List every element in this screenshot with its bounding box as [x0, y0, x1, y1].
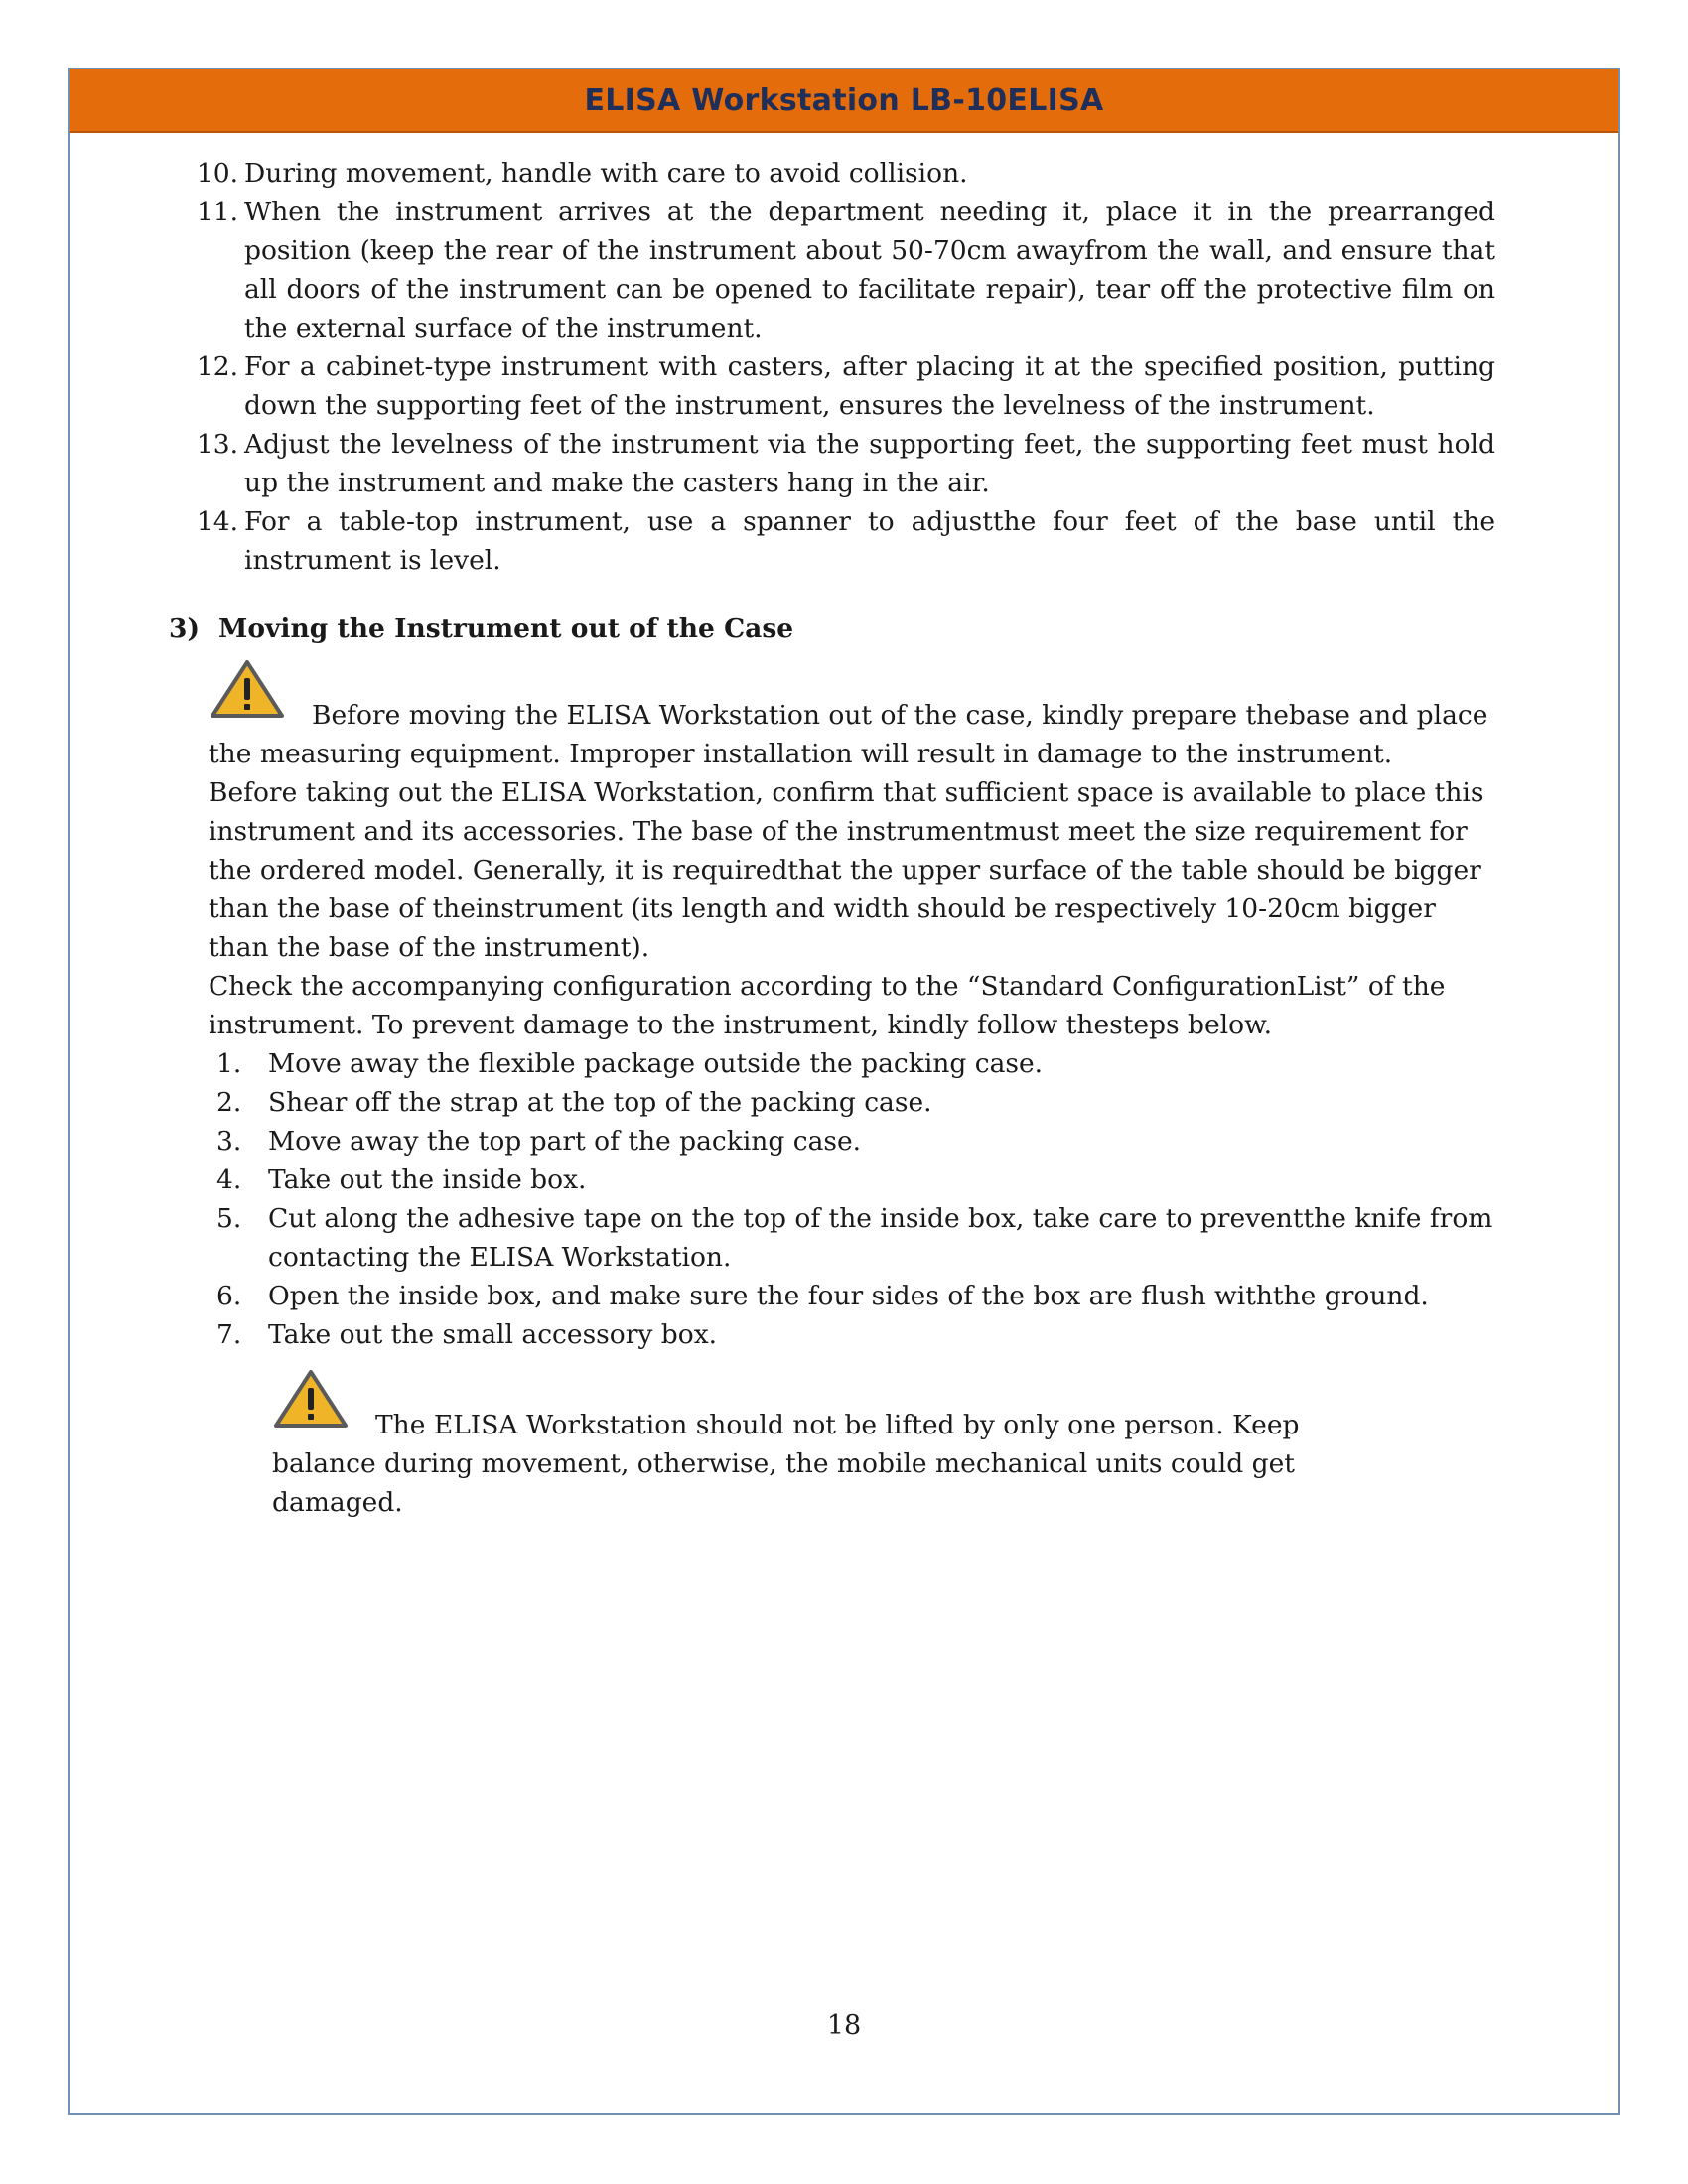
- list-item: 4. Take out the inside box.: [216, 1164, 587, 1195]
- list-item: 3. Move away the top part of the packing case.: [216, 1126, 862, 1157]
- section-title: Moving the Instrument out of the Case: [218, 614, 794, 644]
- warning-triangle-icon: [209, 658, 286, 731]
- paragraph-configuration-check: Check the accompanying configuration according to the “Standard ConfigurationList” of the instrument. To prevent damage to the instrument, kindly follow thesteps below.: [209, 971, 1446, 1040]
- section-heading: [169, 610, 1495, 648]
- warning-triangle-icon: [272, 1368, 350, 1440]
- list-item: 10. During movement, handle with care to avoid collision.: [196, 158, 968, 189]
- list-item: 1. Move away the flexible package outside the packing case.: [216, 1048, 1044, 1079]
- caution-text-2: The ELISA Workstation should not be lifted by only one person. Keep balance during movement, otherwise, the mobile mechanical units could get damaged.: [272, 1410, 1300, 1518]
- page-content: [169, 154, 1495, 1522]
- header-bar: [70, 69, 1618, 133]
- caution-note-2: [272, 1368, 1364, 1522]
- caution-note-1: [209, 658, 1495, 773]
- list-item: 12. For a cabinet-type instrument with casters, after placing it at the specified position, putting down the supporting feet of the instrument, ensures the levelness of the instrument.: [196, 351, 1495, 421]
- list-item: 5. Cut along the adhesive tape on the top of the inside box, take care to preventthe knife from contacting the ELISA Workstation.: [216, 1203, 1493, 1273]
- continued-list: [189, 154, 1495, 580]
- list-item: 14. For a table-top instrument, use a spanner to adjustthe four feet of the base until the instrument is level.: [196, 506, 1495, 576]
- unpacking-steps: [209, 1044, 1495, 1354]
- list-item: 11. When the instrument arrives at the department needing it, place it in the prearranged position (keep the rear of the instrument about 50-70cm awayfrom the wall, and ensure that all doors of the instrument can be opened to facilitate repair), tear off the protective film on the external surface of the instrument.: [196, 197, 1495, 343]
- list-item: 7. Take out the small accessory box.: [216, 1319, 718, 1350]
- document-title: ELISA Workstation LB-10ELISA: [584, 82, 1104, 118]
- section-number: 3): [169, 614, 200, 644]
- list-item: 13. Adjust the levelness of the instrument via the supporting feet, the supporting feet must hold up the instrument and make the casters hang in the air.: [196, 429, 1495, 498]
- page-number: 18: [826, 2010, 862, 2041]
- list-item: 2. Shear off the strap at the top of the packing case.: [216, 1087, 932, 1118]
- list-item: 6. Open the inside box, and make sure the four sides of the box are flush withthe ground.: [216, 1281, 1429, 1311]
- paragraph-space-requirement: Before taking out the ELISA Workstation, confirm that sufficient space is available to place this instrument and its accessories. The base of the instrumentmust meet the size requirement for the ordered model. Generally, it is requiredthat the upper surface of the table should be bigger than the base of theinstrument (its length and width should be respectively 10-20cm bigger than the base of the instrument).: [209, 777, 1484, 963]
- caution-text-1: Before moving the ELISA Workstation out of the case, kindly prepare thebase and place the measuring equipment. Improper installation will result in damage to the instrument.: [209, 700, 1488, 769]
